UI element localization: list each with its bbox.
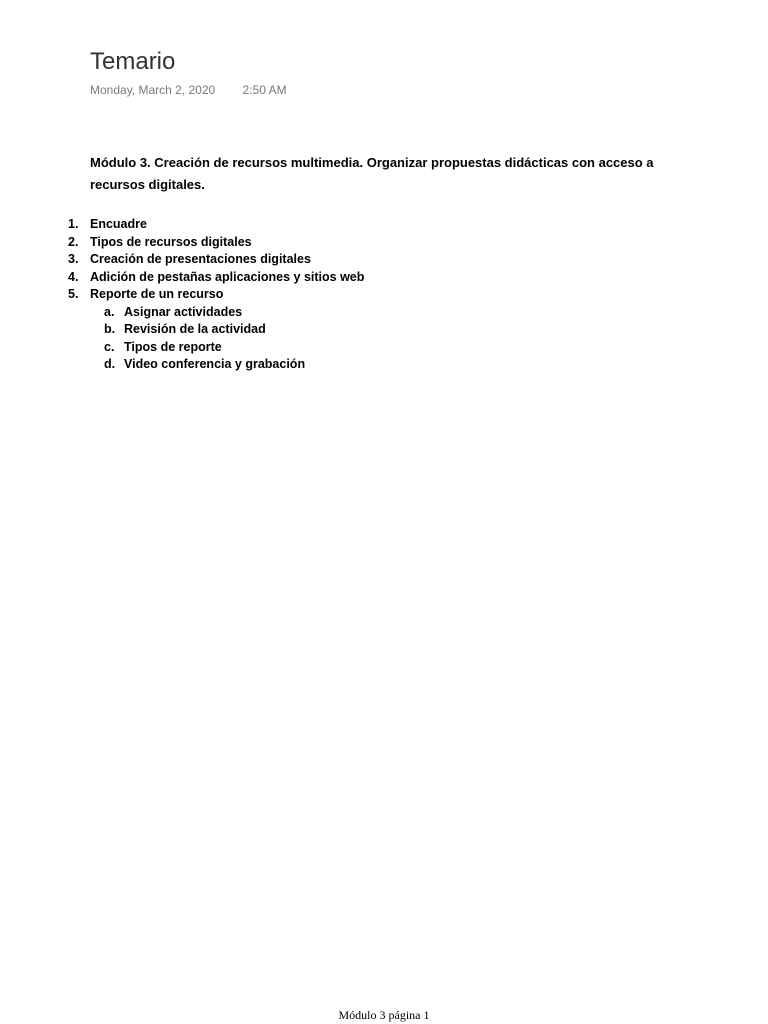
subtopic-letter: d. <box>104 357 116 371</box>
topic-text: Adición de pestañas aplicaciones y sitios web <box>90 269 365 284</box>
subtopic-letter: a. <box>104 304 115 319</box>
page-date: Monday, March 2, 2020 <box>90 83 216 97</box>
subtopic-item <box>90 321 364 339</box>
subtopic-text: Revisión de la actividad <box>124 322 266 336</box>
topic-text: Tipos de recursos digitales <box>90 234 252 249</box>
topic-text: Creación de presentaciones digitales <box>90 252 311 266</box>
topic-number: 2. <box>68 234 79 249</box>
subtopic-list <box>90 304 364 374</box>
subtopic-item <box>90 304 364 322</box>
subtopic-letter: c. <box>104 339 115 354</box>
subtopic-letter: b. <box>104 322 116 336</box>
page-metadata <box>90 82 287 98</box>
topic-number: 5. <box>68 287 79 301</box>
topic-number: 4. <box>68 269 79 284</box>
topic-item <box>0 286 364 374</box>
topic-item <box>0 234 364 252</box>
subtopic-text: Asignar actividades <box>124 304 243 319</box>
topic-number: 1. <box>68 217 79 231</box>
module-description: Creación de recursos multimedia. Organizar propuestas didácticas con acceso a recursos digitales. <box>90 155 654 192</box>
topic-text: Reporte de un recurso <box>90 287 224 301</box>
topic-item <box>0 269 364 287</box>
topic-number: 3. <box>68 252 79 266</box>
subtopic-item <box>90 339 364 357</box>
topic-list <box>0 216 364 374</box>
subtopic-text: Video conferencia y grabación <box>124 357 306 371</box>
topic-item <box>0 251 364 269</box>
module-intro <box>90 152 690 196</box>
subtopic-item <box>90 356 364 374</box>
module-label: Módulo 3. <box>90 155 151 170</box>
topic-text: Encuadre <box>90 217 147 231</box>
page-time: 2:50 AM <box>242 83 287 97</box>
topic-item <box>0 216 364 234</box>
subtopic-text: Tipos de reporte <box>124 339 222 354</box>
page-footer: Módulo 3 página 1 <box>338 1008 430 1022</box>
page-title: Temario <box>90 48 176 75</box>
